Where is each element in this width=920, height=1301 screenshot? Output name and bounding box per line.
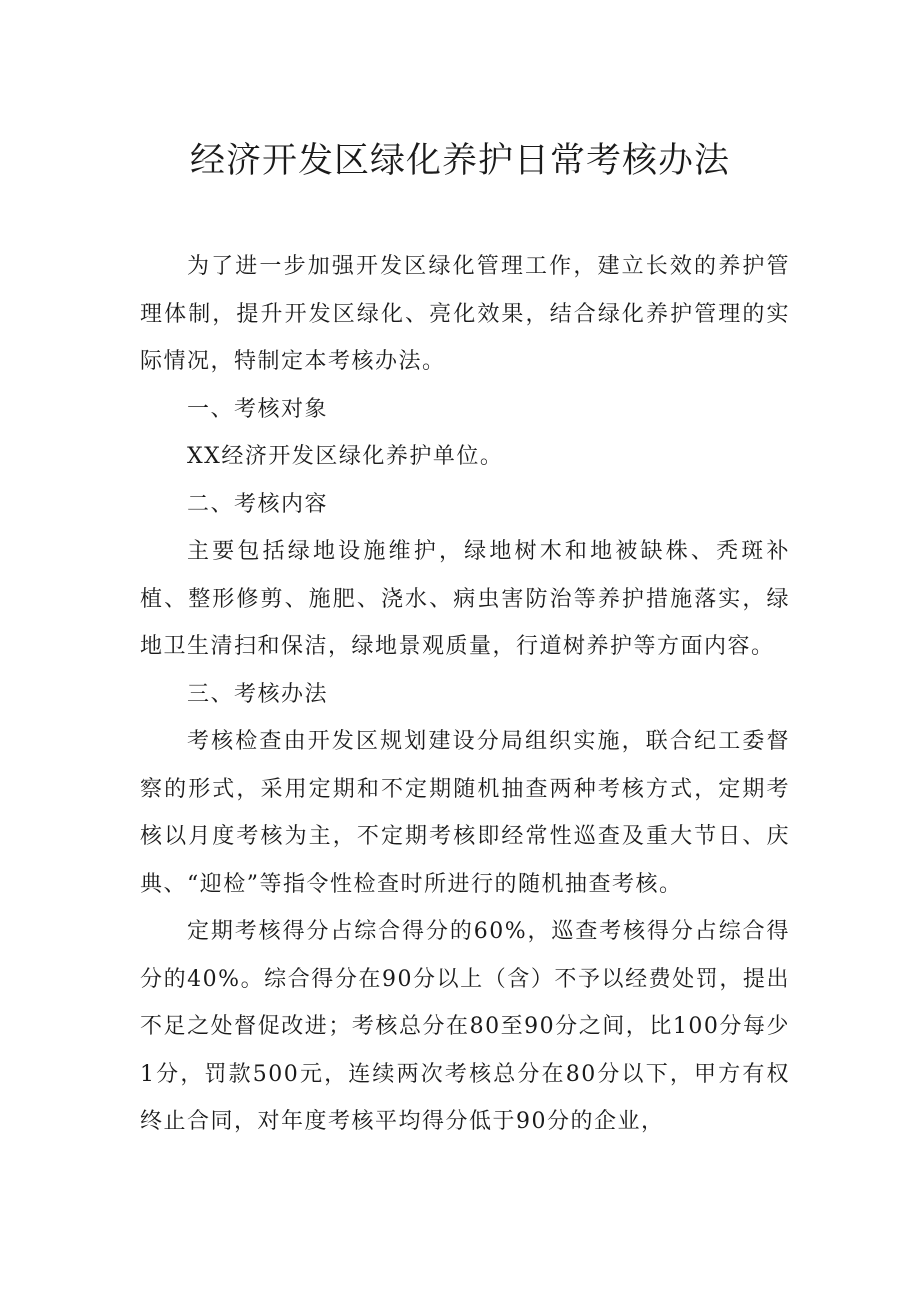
intro-paragraph: 为了进一步加强开发区绿化管理工作，建立长效的养护管理体制，提升开发区绿化、亮化效果，结合绿化养护管理的实际情况，特制定本考核办法。 (140, 254, 790, 374)
content-paragraph: 主要包括绿地设施维护，绿地树木和地被缺株、秃斑补植、整形修剪、施肥、浇水、病虫害防治等养护措施落实，绿地卫生清扫和保洁，绿地景观质量，行道树养护等方面内容。 (140, 539, 790, 659)
section-heading-method: 三、考核办法 (187, 681, 329, 707)
scoring-paragraph: 定期考核得分占综合得分的60%，巡查考核得分占综合得分的40%。综合得分在90分以上（含）不予以经费处罚，提出不足之处督促改进；考核总分在80至90分之间，比100分每少1分，罚款500元，连续两次考核总分在80分以下，甲方有权终止合同，对年度考核平均得分低于90分的企业， (140, 919, 790, 1134)
document-title: 经济开发区绿化养护日常考核办法 (189, 141, 730, 181)
section-heading-targets: 一、考核对象 (187, 396, 329, 422)
section-heading-content: 二、考核内容 (187, 491, 329, 517)
method-paragraph: 考核检查由开发区规划建设分局组织实施，联合纪工委督察的形式，采用定期和不定期随机抽查两种考核方式，定期考核以月度考核为主，不定期考核即经常性巡查及重大节日、庆典、“迎检”等指令性检查时所进行的随机抽查考核。 (140, 729, 790, 897)
document-body (140, 243, 790, 1146)
targets-paragraph: XX经济开发区绿化养护单位。 (187, 444, 504, 469)
